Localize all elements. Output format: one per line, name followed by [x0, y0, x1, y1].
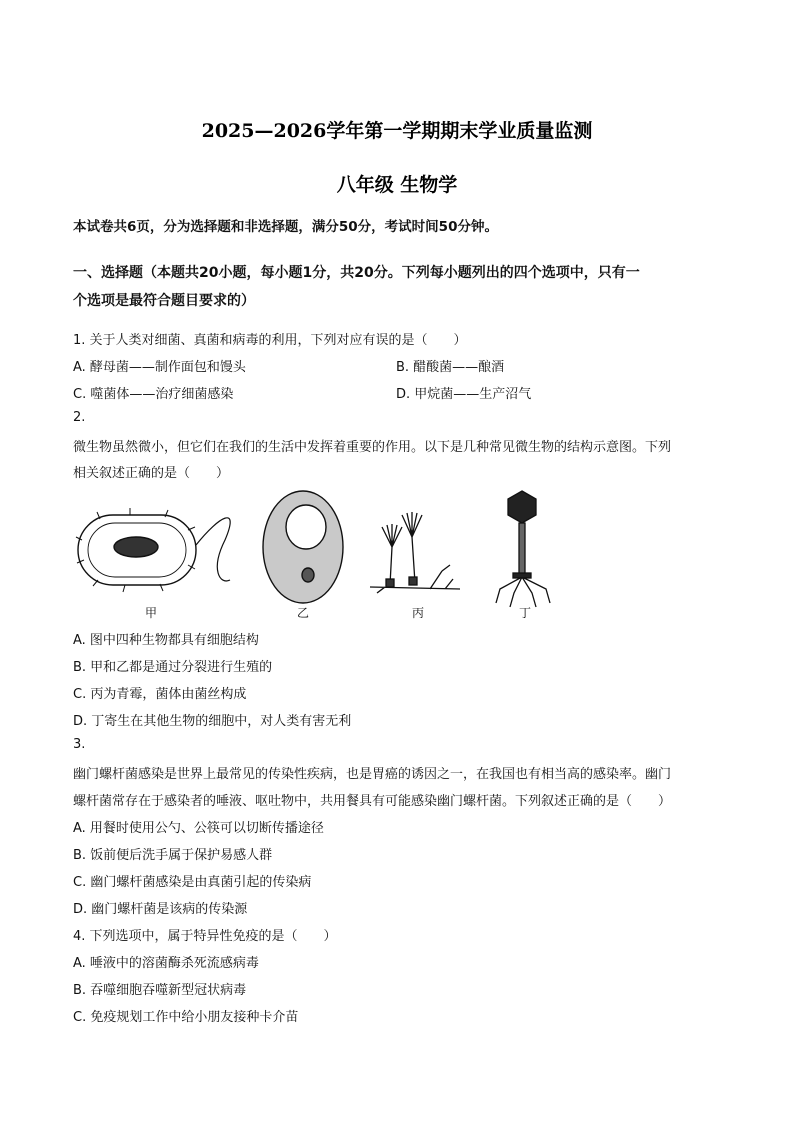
q1-option-b: B. 醋酸菌——酿酒 [396, 360, 505, 375]
q3-option-d: D. 幽门螺杆菌是该病的传染源 [73, 902, 248, 917]
q2-option-b: B. 甲和乙都是通过分裂进行生殖的 [73, 660, 273, 675]
q2-option-c: C. 丙为青霉，菌体由菌丝构成 [73, 687, 247, 702]
q2-stem-line1: 微生物虽然微小，但它们在我们的生活中发挥着重要的作用。以下是几种常见微生物的结构示意图。下列 [73, 440, 672, 455]
figure-label-yi: 乙 [297, 606, 310, 620]
figure-label-ding: 丁 [519, 606, 532, 620]
penicillium-mold-illustration [370, 512, 460, 593]
q4-option-b: B. 吞噬细胞吞噬新型冠状病毒 [73, 983, 247, 998]
yeast-cell-illustration [263, 491, 343, 603]
microbe-figure [70, 485, 590, 620]
q3-number: 3. [73, 737, 86, 752]
bacteriophage-illustration [496, 491, 550, 607]
section-heading-line2: 个选项是最符合题目要求的） [73, 293, 255, 309]
q4-option-a: A. 唾液中的溶菌酶杀死流感病毒 [73, 956, 259, 971]
section-heading-line1: 一、选择题（本题共20小题，每小题1分，共20分。下列每小题列出的四个选项中，只有一 [73, 265, 640, 281]
q4-option-c: C. 免疫规划工作中给小朋友接种卡介苗 [73, 1010, 299, 1025]
exam-title: 2025—2026学年第一学期期末学业质量监测 [201, 120, 593, 142]
q2-option-d: D. 丁寄生在其他生物的细胞中，对人类有害无利 [73, 714, 352, 729]
q2-number: 2. [73, 410, 86, 425]
exam-subtitle: 八年级 生物学 [336, 174, 458, 196]
q2-stem-line2: 相关叙述正确的是（ ） [73, 466, 230, 481]
q1-stem: 1. 关于人类对细菌、真菌和病毒的利用，下列对应有误的是（ ） [73, 333, 467, 348]
q3-stem-line2: 螺杆菌常存在于感染者的唾液、呕吐物中，共用餐具有可能感染幽门螺杆菌。下列叙述正确的是（ ） [73, 794, 672, 809]
q1-option-a: A. 酵母菌——制作面包和馒头 [73, 360, 246, 375]
figure-label-bing: 丙 [412, 606, 425, 620]
q4-stem: 4. 下列选项中，属于特异性免疫的是（ ） [73, 929, 337, 944]
bacterium-illustration [76, 508, 230, 592]
exam-instructions: 本试卷共6页，分为选择题和非选择题，满分50分，考试时间50分钟。 [73, 219, 498, 235]
q3-stem-line1: 幽门螺杆菌感染是世界上最常见的传染性疾病，也是胃癌的诱因之一，在我国也有相当高的感染率。幽门 [73, 767, 672, 782]
microbe-diagram [70, 485, 590, 620]
q1-option-d: D. 甲烷菌——生产沼气 [396, 387, 532, 402]
q3-option-b: B. 饭前便后洗手属于保护易感人群 [73, 848, 273, 863]
q3-option-c: C. 幽门螺杆菌感染是由真菌引起的传染病 [73, 875, 312, 890]
q3-option-a: A. 用餐时使用公勺、公筷可以切断传播途径 [73, 821, 324, 836]
q1-option-c: C. 噬菌体——治疗细菌感染 [73, 387, 234, 402]
q2-option-a: A. 图中四种生物都具有细胞结构 [73, 633, 259, 648]
figure-label-jia: 甲 [145, 606, 158, 620]
